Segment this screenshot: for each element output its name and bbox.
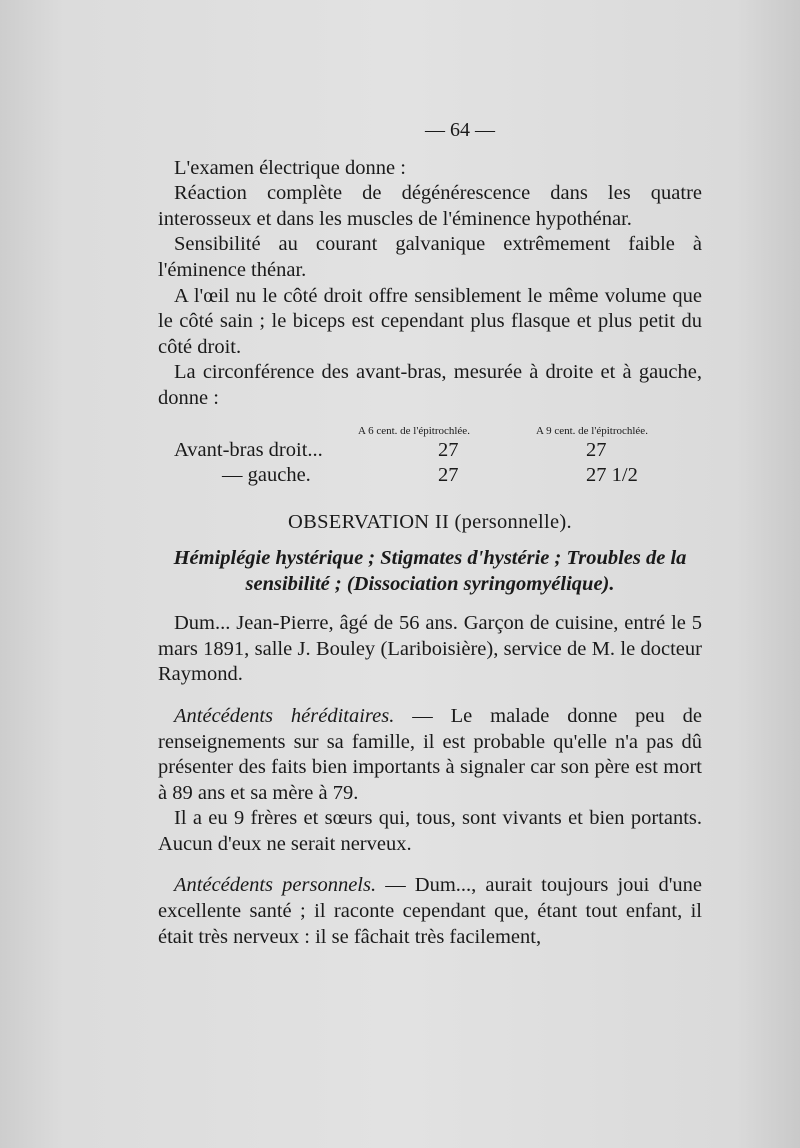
col2-header: A 9 cent. de l'épitrochlée. <box>536 424 648 437</box>
siblings-paragraph: Il a eu 9 frères et sœurs qui, tous, sont vivants et bien portants. Aucun d'eux ne serait nerveux. <box>158 807 702 855</box>
heredity-heading: Antécédents héréditaires. <box>174 704 395 727</box>
row-value-9cm: 27 1/2 <box>586 463 638 486</box>
observation-subtitle: Hémiplégie hystérique ; Stigmates d'hystérie ; Troubles de la sensibilité ; (Dissociation syringomyélique). <box>173 547 687 596</box>
page-text <box>158 118 702 950</box>
heredity-text: — Le malade donne peu de renseignements sur sa famille, il est probable qu'elle n'a pas dû présenter des faits bien importants à signaler car son père est mort à 89 ans et sa mère à 79. <box>158 704 703 804</box>
heredity-paragraph <box>158 704 702 806</box>
row-value-6cm: 27 <box>438 438 459 461</box>
paragraph: La circonférence des avant-bras, mesurée à droite et à gauche, donne : <box>158 361 702 409</box>
paragraph: Sensibilité au courant galvanique extrêmement faible à l'éminence thénar. <box>158 233 702 281</box>
table-row <box>158 438 702 463</box>
row-value-9cm: 27 <box>586 438 607 461</box>
measurement-table <box>158 424 702 488</box>
paragraph: L'examen électrique donne : <box>174 156 406 179</box>
table-row <box>158 463 702 488</box>
row-label: — gauche. <box>222 463 311 486</box>
row-label: Avant-bras droit... <box>174 438 323 461</box>
personal-text: — Dum..., aurait toujours joui d'une excellente santé ; il raconte cependant que, étant tout enfant, il était très nerveux : il se fâchait très facilement, <box>158 874 702 948</box>
paragraph: A l'œil nu le côté droit offre sensiblement le même volume que le côté sain ; le biceps est cependant plus flasque et plus petit du côté droit. <box>158 284 702 358</box>
page-number: — 64 — <box>425 119 495 141</box>
paragraph: Réaction complète de dégénérescence dans les quatre interosseux et dans les muscles de l'éminence hypothénar. <box>158 182 702 230</box>
table-header <box>358 424 702 438</box>
col1-header: A 6 cent. de l'épitrochlée. <box>358 424 470 437</box>
personal-paragraph <box>158 873 702 950</box>
row-value-6cm: 27 <box>438 463 459 486</box>
personal-heading: Antécédents personnels. <box>174 874 377 897</box>
patient-intro: Dum... Jean-Pierre, âgé de 56 ans. Garçon de cuisine, entré le 5 mars 1891, salle J. Bouley (Lariboisière), service de M. le docteur Raymond. <box>158 612 702 686</box>
observation-title: OBSERVATION II (personnelle). <box>288 510 572 533</box>
